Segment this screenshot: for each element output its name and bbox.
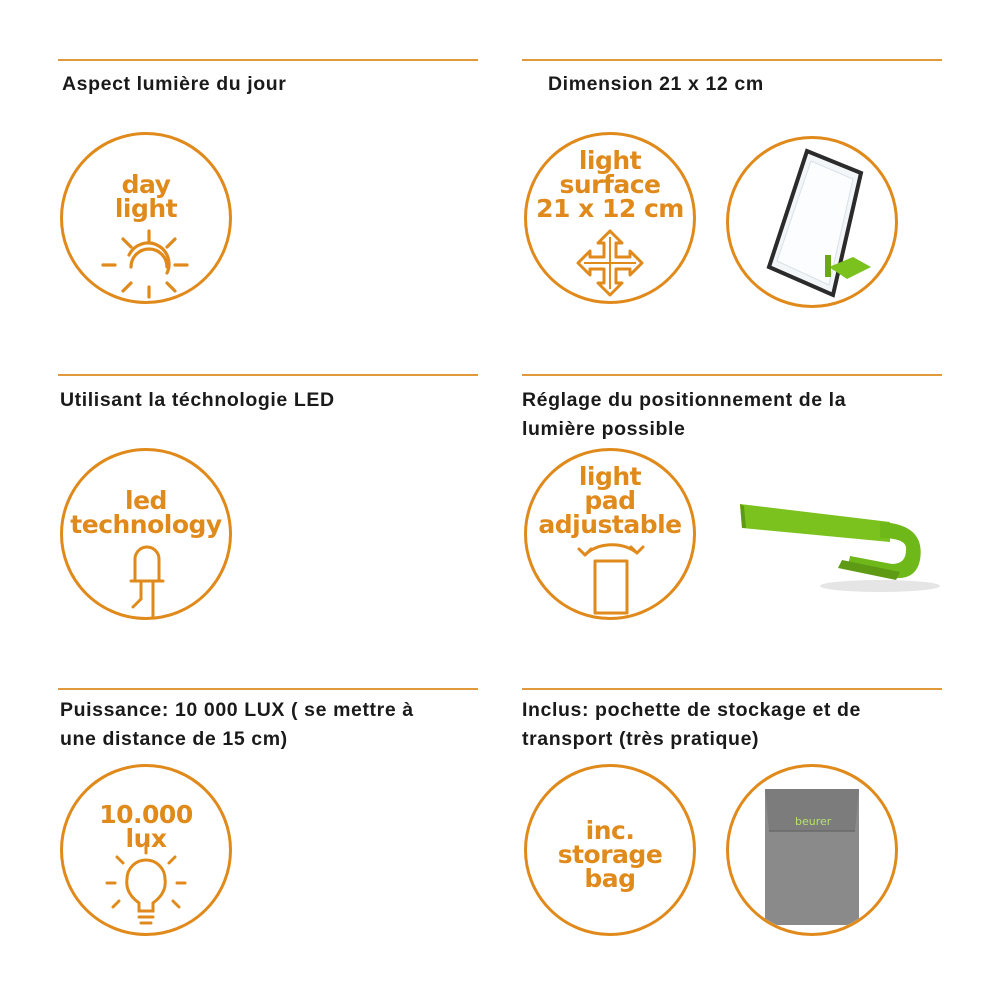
feature-heading-daylight: Aspect lumière du jour: [62, 73, 287, 95]
divider: [522, 688, 942, 690]
daylight-badge: [60, 132, 232, 304]
divider: [522, 374, 942, 376]
led-technology-badge: [60, 448, 232, 620]
badge-label: 10.000 lux: [99, 800, 193, 853]
badge-label: inc. storage bag: [557, 816, 663, 893]
lux-badge: [60, 764, 232, 936]
bag-brand-label: beurer: [795, 815, 832, 828]
badge-label: light pad adjustable: [538, 462, 682, 539]
feature-heading-led: Utilisant la téchnologie LED: [60, 389, 335, 411]
led-bulb-icon: [63, 451, 229, 617]
feature-heading-dimension: Dimension 21 x 12 cm: [548, 73, 764, 95]
badge-label: light surface 21 x 12 cm: [536, 146, 684, 223]
badge-label: led technology: [70, 486, 222, 539]
expand-arrows-icon: [527, 135, 693, 301]
divider: [58, 59, 478, 61]
light-pad-adjustable-badge: [524, 448, 696, 620]
badge-label: day light: [114, 170, 178, 223]
rotate-pad-icon: [527, 451, 693, 617]
sun-icon: [63, 135, 229, 301]
divider: [58, 688, 478, 690]
feature-heading-lux: Puissance: 10 000 LUX ( se mettre à une distance de 15 cm): [60, 699, 414, 750]
light-bulb-icon: [63, 767, 229, 933]
feature-heading-adjustable: Réglage du positionnement de la lumière possible: [522, 389, 847, 440]
divider: [522, 59, 942, 61]
feature-heading-storage-bag: Inclus: pochette de stockage et de transport (très pratique): [522, 699, 861, 750]
felt-storage-bag-photo: [726, 764, 898, 936]
green-stand-photo: [730, 490, 950, 600]
light-pad-product-photo: [726, 136, 898, 308]
divider: [58, 374, 478, 376]
light-surface-badge: [524, 132, 696, 304]
storage-bag-badge: [524, 764, 696, 936]
